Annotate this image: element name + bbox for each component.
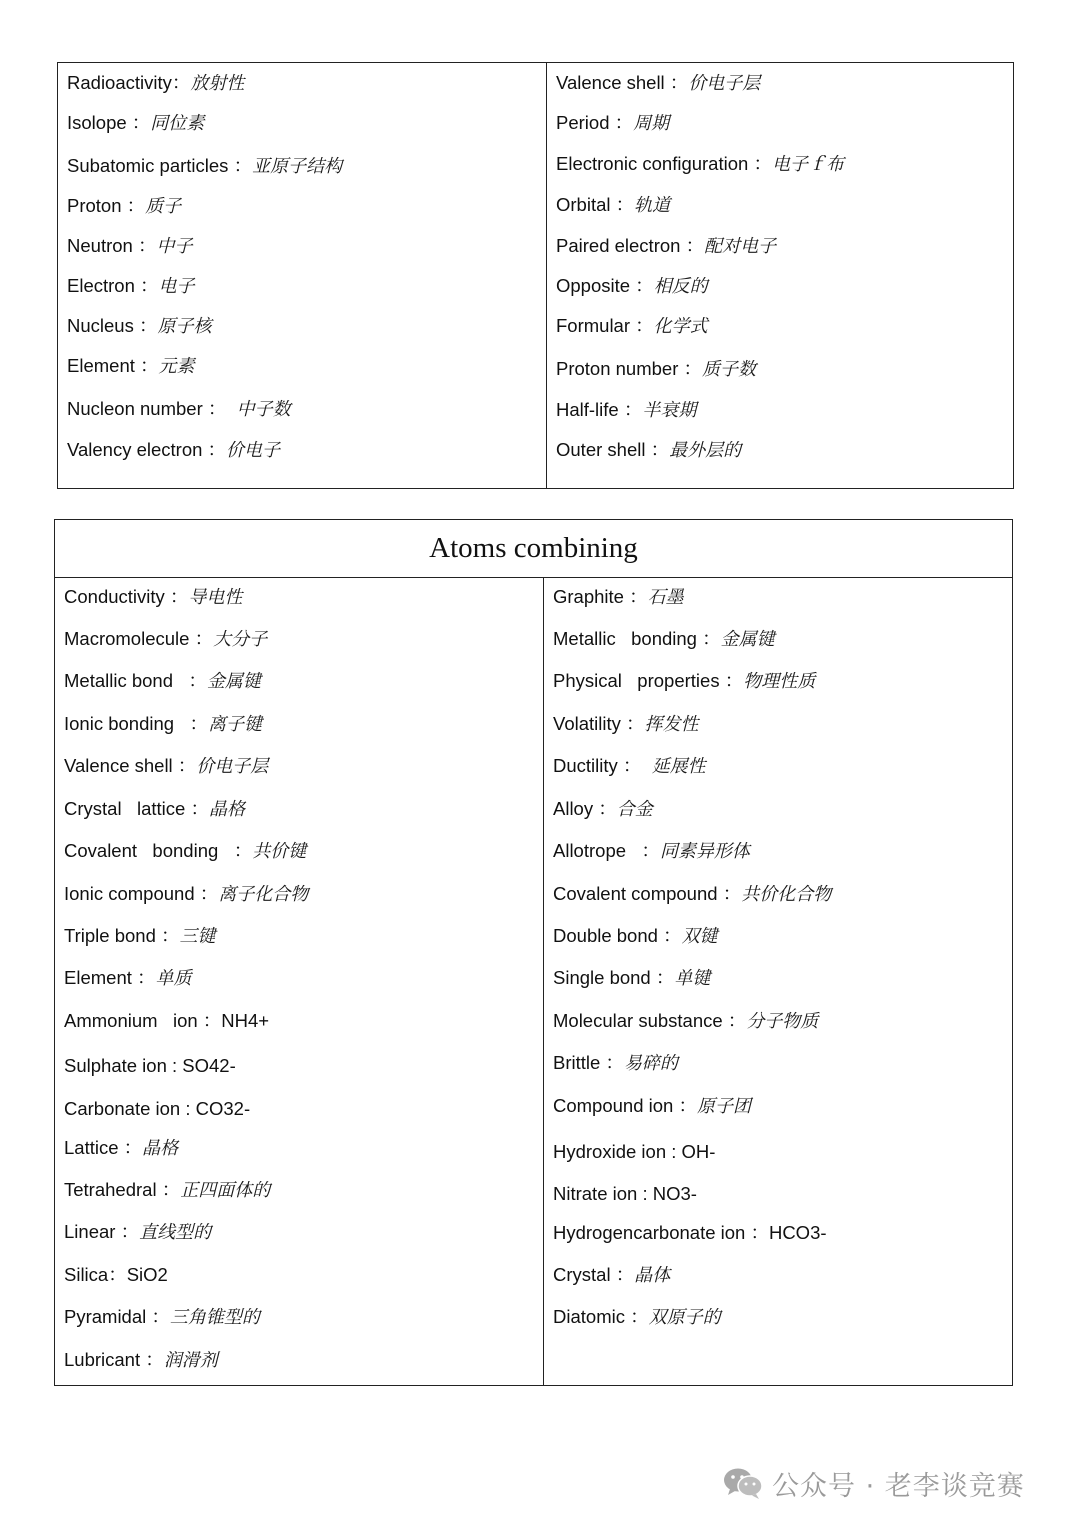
vocab-entry: Opposite ：相反的	[556, 275, 708, 297]
vocab-entry: Crystal lattice ：晶格	[64, 798, 245, 820]
vocab-entry: Radioactivity：放射性	[67, 72, 245, 94]
vocab-entry: Nucleon number ： 中子数	[67, 398, 291, 420]
vocab-entry: Covalent bonding ：共价键	[64, 840, 307, 862]
vocab-entry: Silica：SiO2	[64, 1264, 168, 1285]
vocab-table-atoms	[57, 62, 1014, 489]
vocab-entry: Electron ：电子	[67, 275, 195, 297]
vocab-entry: Valence shell ：价电子层	[556, 72, 761, 94]
vocab-entry: Half-life ：半衰期	[556, 399, 697, 421]
vocab-entry: Valence shell ：价电子层	[64, 755, 269, 777]
wechat-icon	[722, 1466, 764, 1500]
vocab-entry: Subatomic particles ：亚原子结构	[67, 155, 343, 177]
vocab-entry: Paired electron ：配对电子	[556, 235, 777, 257]
vocab-entry: Ammonium ion ：NH4+	[64, 1010, 270, 1031]
vocab-entry: Ductility ： 延展性	[553, 755, 706, 777]
vocab-column-left	[58, 63, 546, 488]
vocab-entry: Brittle ：易碎的	[553, 1052, 678, 1074]
vocab-entry: Ionic bonding ：离子键	[64, 713, 262, 735]
vocab-entry: Covalent compound ：共价化合物	[553, 883, 832, 905]
vocab-column-left	[55, 578, 543, 1385]
vocab-entry: Nitrate ion : NO3-	[553, 1183, 697, 1204]
vocab-entry: Period ：周期	[556, 112, 670, 134]
vocab-entry: Carbonate ion : CO32-	[64, 1098, 251, 1119]
watermark-text: 公众号 · 老李谈竞赛	[772, 1470, 1025, 1502]
vocab-entry: Neutron ：中子	[67, 235, 193, 257]
vocab-entry: Linear ：直线型的	[64, 1221, 212, 1243]
vocab-entry: Triple bond ：三键	[64, 925, 216, 947]
vocab-entry: Alloy ：合金	[553, 798, 653, 820]
vocab-entry: Proton number ：质子数	[556, 358, 757, 380]
vocab-entry: Valency electron ：价电子	[67, 439, 281, 461]
vocab-entry: Macromolecule ：大分子	[64, 628, 268, 650]
vocab-entry: Hydrogencarbonate ion ：HCO3-	[553, 1222, 827, 1243]
vocab-entry: Crystal ：晶体	[553, 1264, 671, 1286]
vocab-entry: Hydroxide ion : OH-	[553, 1141, 716, 1162]
vocab-table-atoms-combining	[54, 519, 1013, 1386]
vocab-entry: Orbital ：轨道	[556, 194, 671, 216]
vocab-entry: Element ：元素	[67, 355, 195, 377]
vocab-entry: Metallic bond ：金属键	[64, 670, 261, 692]
vocab-entry: Diatomic ：双原子的	[553, 1306, 721, 1328]
vocab-entry: Physical properties ：物理性质	[553, 670, 816, 692]
vocab-entry: Allotrope ：同素异形体	[553, 840, 750, 862]
vocab-entry: Nucleus ：原子核	[67, 315, 212, 337]
vocab-entry: Outer shell ：最外层的	[556, 439, 742, 461]
vocab-entry: Proton ：质子	[67, 195, 182, 217]
vocab-entry: Conductivity ：导电性	[64, 586, 243, 608]
vocab-entry: Lubricant ：润滑剂	[64, 1349, 218, 1371]
vocab-entry: Metallic bonding ：金属键	[553, 628, 775, 650]
table-title: Atoms combining	[429, 532, 638, 564]
vocab-entry: Graphite ：石墨	[553, 586, 684, 608]
vocab-entry: Pyramidal ：三角锥型的	[64, 1306, 260, 1328]
vocab-entry: Volatility ：挥发性	[553, 713, 699, 735]
vocab-entry: Electronic configuration ：电子ｆ布	[556, 153, 844, 175]
vocab-entry: Compound ion ：原子团	[553, 1095, 751, 1117]
vocab-column-right	[546, 63, 1013, 488]
vocab-entry: Isolope ：同位素	[67, 112, 205, 134]
vocab-entry: Single bond ：单键	[553, 967, 711, 989]
vocab-entry: Lattice ：晶格	[64, 1137, 179, 1159]
watermark	[722, 1463, 1025, 1503]
vocab-entry: Molecular substance ：分子物质	[553, 1010, 819, 1032]
vocab-column-right	[543, 578, 1012, 1385]
vocab-entry: Tetrahedral ：正四面体的	[64, 1179, 271, 1201]
vocab-entry: Formular ：化学式	[556, 315, 708, 337]
vocab-entry: Sulphate ion : SO42-	[64, 1055, 236, 1076]
vocab-entry: Element ：单质	[64, 967, 192, 989]
table-body	[55, 577, 1012, 1385]
vocab-entry: Double bond ：双键	[553, 925, 718, 947]
vocab-entry: Ionic compound ：离子化合物	[64, 883, 309, 905]
